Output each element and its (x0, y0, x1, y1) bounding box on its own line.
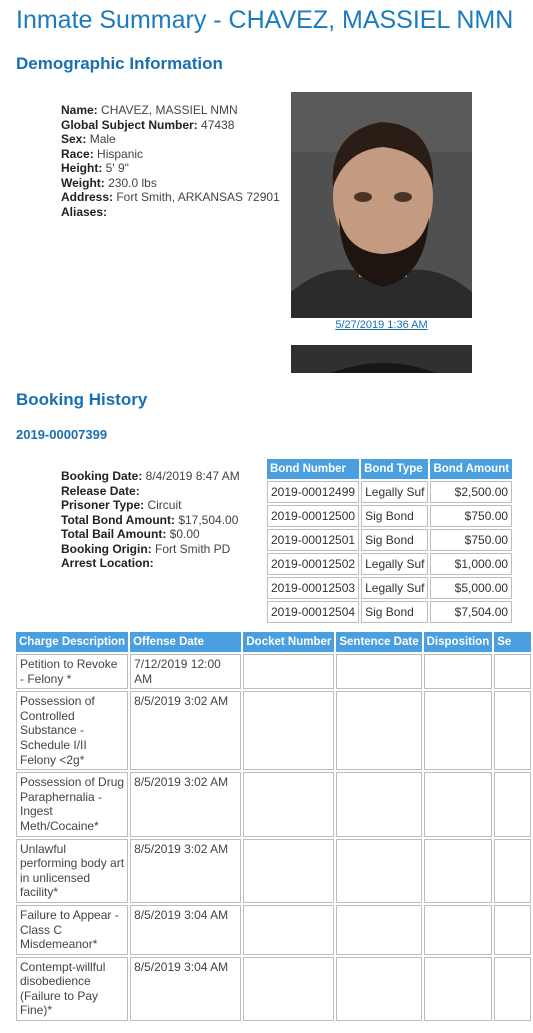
booking-history-heading: Booking History (16, 390, 148, 409)
booking-field-value: Fort Smith PD (151, 541, 231, 556)
demographic-field (61, 132, 280, 147)
bond-cell: $5,000.00 (430, 577, 512, 599)
demographic-field-value: 5' 9" (102, 161, 129, 175)
booking-field-label: Total Bond Amount: (61, 512, 175, 527)
charge-cell: 7/12/2019 12:00 AM (130, 654, 241, 689)
bond-row (267, 577, 512, 599)
charge-cell: 8/5/2019 3:02 AM (130, 839, 241, 903)
bond-cell: $1,000.00 (430, 553, 512, 575)
charge-row (16, 957, 531, 1021)
demographic-field-label: Height: (61, 161, 103, 175)
demographic-field-label: Race: (61, 146, 94, 161)
charge-cell (243, 654, 334, 689)
bond-cell: 2019-00012502 (267, 553, 359, 575)
demographic-field (61, 118, 280, 133)
booking-field-label: Release Date: (61, 483, 140, 498)
demographic-field-value: Hispanic (93, 146, 144, 161)
charge-row (16, 691, 531, 770)
bond-column-header[interactable]: Bond Number (267, 459, 359, 479)
booking-info (61, 469, 240, 571)
bond-cell: $2,500.00 (430, 481, 512, 503)
charge-cell (336, 957, 421, 1021)
booking-field-value: $17,504.00 (174, 512, 239, 527)
demographic-field (61, 190, 280, 205)
charge-cell (424, 905, 493, 955)
charge-cell (336, 839, 421, 903)
charge-row (16, 905, 531, 955)
demographic-field (61, 205, 280, 220)
booking-field-label: Booking Origin: (61, 541, 152, 556)
demographic-field-value: Fort Smith, ARKANSAS 72901 (113, 190, 280, 204)
charge-row (16, 839, 531, 903)
bond-cell: Legally Suf (361, 577, 428, 599)
demographic-field-label: Weight: (61, 175, 105, 190)
page-title: Inmate Summary - CHAVEZ, MASSIEL NMN (16, 6, 514, 34)
booking-field (61, 484, 240, 499)
charge-cell (424, 691, 493, 770)
bond-cell: 2019-00012500 (267, 505, 359, 527)
charge-cell (424, 654, 493, 689)
charge-cell: 8/5/2019 3:02 AM (130, 691, 241, 770)
bond-row (267, 553, 512, 575)
charge-row (16, 654, 531, 689)
charge-cell (243, 957, 334, 1021)
demographic-field-label: Sex: (61, 132, 87, 146)
charge-cell: Failure to Appear - Class C Misdemeanor* (16, 905, 128, 955)
bond-cell: Sig Bond (361, 529, 428, 551)
booking-field (61, 513, 240, 528)
charge-column-header[interactable]: Disposition (424, 632, 493, 652)
charge-cell: Contempt-willful disobedience (Failure to Pay Fine)* (16, 957, 128, 1021)
charge-cell (424, 772, 493, 836)
demographic-field-value: CHAVEZ, MASSIEL NMN (97, 103, 238, 117)
bond-column-header[interactable]: Bond Amount (430, 459, 512, 479)
demographic-field (61, 161, 280, 176)
demographic-field (61, 176, 280, 191)
charge-cell: Possession of Drug Paraphernalia - Ingest Meth/Cocaine* (16, 772, 128, 836)
charge-cell: 8/5/2019 3:04 AM (130, 905, 241, 955)
booking-number: 2019-00007399 (16, 427, 108, 442)
booking-field-value: $0.00 (166, 527, 200, 541)
bond-cell: $750.00 (430, 529, 512, 551)
bond-table (265, 457, 514, 625)
charge-column-header[interactable]: Se (494, 632, 531, 652)
mugshot-photo[interactable] (291, 92, 472, 318)
charges-table (14, 630, 533, 1023)
charge-column-header[interactable]: Docket Number (243, 632, 334, 652)
bond-cell: $7,504.00 (430, 601, 512, 623)
booking-field-label: Booking Date: (61, 469, 143, 483)
booking-field (61, 469, 240, 484)
bond-row (267, 529, 512, 551)
bond-column-header[interactable]: Bond Type (361, 459, 428, 479)
charge-cell (494, 957, 531, 1021)
charge-cell (336, 772, 421, 836)
mugshot-photo-2[interactable] (291, 345, 472, 373)
booking-field-label: Total Bail Amount: (61, 527, 167, 541)
bond-cell: $750.00 (430, 505, 512, 527)
bond-cell: Sig Bond (361, 505, 428, 527)
charge-cell: Possession of Controlled Substance - Schedule I/II Felony <2g* (16, 691, 128, 770)
charge-column-header[interactable]: Charge Description (16, 632, 128, 652)
booking-field (61, 527, 240, 542)
demographic-info (61, 103, 280, 219)
demographic-field-label: Global Subject Number: (61, 117, 198, 132)
bond-cell: Legally Suf (361, 553, 428, 575)
charge-cell (494, 654, 531, 689)
charge-cell (494, 905, 531, 955)
bond-cell: 2019-00012503 (267, 577, 359, 599)
bond-row (267, 601, 512, 623)
charge-cell (336, 654, 421, 689)
demographic-field-label: Aliases: (61, 204, 108, 219)
booking-field-value: 8/4/2019 8:47 AM (142, 469, 240, 483)
demographic-field-value: Male (86, 132, 116, 146)
demographic-field-label: Address: (61, 190, 114, 204)
booking-field-label: Prisoner Type: (61, 498, 145, 512)
charge-cell: 8/5/2019 3:04 AM (130, 957, 241, 1021)
charges-table-container[interactable] (14, 630, 533, 1033)
charge-row (16, 772, 531, 836)
bond-cell: 2019-00012499 (267, 481, 359, 503)
bond-cell: Sig Bond (361, 601, 428, 623)
charge-cell (243, 772, 334, 836)
charge-cell: Unlawful performing body art in unlicensed facility* (16, 839, 128, 903)
demographic-field-label: Name: (61, 103, 98, 117)
booking-field (61, 556, 240, 571)
bond-cell: Legally Suf (361, 481, 428, 503)
charge-cell (494, 691, 531, 770)
booking-field (61, 542, 240, 557)
person-photo-icon (291, 92, 472, 318)
booking-field (61, 498, 240, 513)
charge-cell: Petition to Revoke - Felony * (16, 654, 128, 689)
booking-field-value: Circuit (144, 498, 182, 512)
bond-row (267, 505, 512, 527)
demographic-field (61, 147, 280, 162)
demographic-field-value: 230.0 lbs (104, 175, 157, 190)
charge-column-header[interactable]: Offense Date (130, 632, 241, 652)
charge-cell (336, 905, 421, 955)
bond-cell: 2019-00012504 (267, 601, 359, 623)
bond-row (267, 481, 512, 503)
booking-field-label: Arrest Location: (61, 556, 154, 570)
charge-cell (243, 905, 334, 955)
charge-cell: 8/5/2019 3:02 AM (130, 772, 241, 836)
demographic-heading: Demographic Information (16, 54, 223, 73)
bond-cell: 2019-00012501 (267, 529, 359, 551)
demographic-field (61, 103, 280, 118)
charge-cell (336, 691, 421, 770)
charge-cell (494, 839, 531, 903)
charge-cell (243, 839, 334, 903)
charge-cell (424, 839, 493, 903)
charge-cell (243, 691, 334, 770)
person-photo-icon (291, 345, 472, 373)
photo-date-link[interactable]: 5/27/2019 1:36 AM (335, 319, 428, 331)
demographic-field-value: 47438 (197, 117, 235, 132)
charge-column-header[interactable]: Sentence Date (336, 632, 421, 652)
charge-cell (494, 772, 531, 836)
charge-cell (424, 957, 493, 1021)
